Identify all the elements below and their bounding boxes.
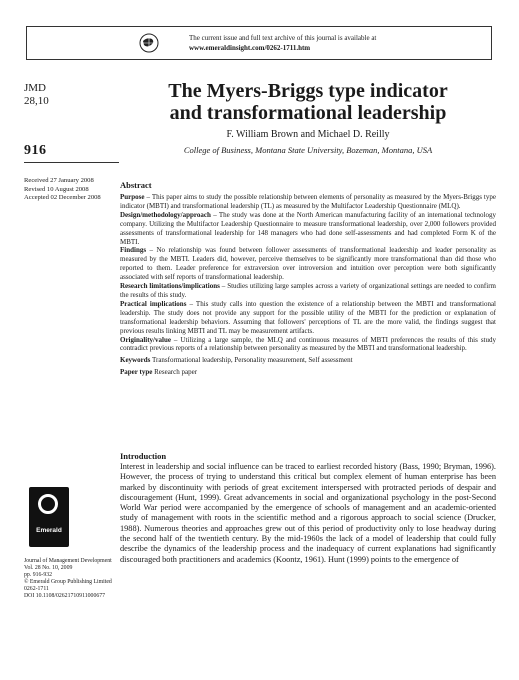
originality-label: Originality/value xyxy=(120,335,171,344)
title-line-2: and transformational leadership xyxy=(169,102,447,124)
article-title xyxy=(120,80,496,124)
header-box xyxy=(26,26,492,60)
limitations-label: Research limitations/implications xyxy=(120,282,220,291)
papertype-label: Paper type xyxy=(120,368,153,377)
copyright: © Emerald Group Publishing Limited xyxy=(24,579,112,585)
page-number: 916 xyxy=(24,143,47,158)
affiliation: College of Business, Montana State University, Bozeman, Montana, USA xyxy=(183,145,433,155)
design-text: – The study was done at the North American manufacturing facility of an international technology company. Utilizing the Multifactor Leadership Questionnaire to measure transformational leadership, over 2,000 followers provided assessments of transformational leadership for 148 managers who had done self-assessments and had completed Form K of the MBTI. xyxy=(120,210,496,246)
received-date: Received 27 January 2008 xyxy=(24,177,94,184)
emerald-globe-icon xyxy=(139,33,159,53)
doi: DOI 10.1108/02621710911000677 xyxy=(24,593,106,599)
emerald-logo xyxy=(29,487,69,547)
purpose-text: – This paper aims to study the possible relationship between elements of personality as measured by the Myers-Briggs type indicator (MBTI) and transformational leadership (TL) as measured by the Multifactor Leadership Questionnaire (MLQ). xyxy=(120,193,496,210)
revised-date: Revised 10 August 2008 xyxy=(24,185,89,193)
originality-text: – Utilizing a large sample, the MLQ and continuous measures of MBTI preferences the results of this study contradict previous reports of a relationship between personality as measured by the MBTI and transformational leadership. xyxy=(120,335,496,353)
keywords-text: Transformational leadership, Personality measurement, Self assessment xyxy=(150,356,353,365)
abstract-heading: Abstract xyxy=(120,180,152,190)
authors: F. William Brown and Michael D. Reilly xyxy=(226,129,390,140)
introduction-paragraph: Interest in leadership and social influence can be traced to earliest recorded history (Bass, 1990; Bryman, 1996). However, the process of trying to understand this critical but complex element of human enterprise has been marked by discontinuity with periods of great excitement interspersed with protracted periods of despair and discouragement (Hunt, 1999). Great advancements in social and organizational psychology in the post-Second World War period were accompanied by the emergence of schools of management and an academic-oriented study of management with roots in the scientific method and a rigorous approach to social science (Drucker, 1988). Numerous theories and approaches grew out of this period of productivity only to lose headway during the second half of the twentieth century. By the mid-1960s the lack of a model of leadership that could fully describe the dynamics of the leadership process and the inadequacy of current explanations had significantly discouraged both practitioners and academics (Koontz, 1961). Hunt (1999) points to the emergence of xyxy=(120,462,496,564)
emerald-logo-text: Emerald xyxy=(36,527,62,534)
header-text xyxy=(189,33,376,53)
purpose-label: Purpose xyxy=(120,193,145,201)
introduction-heading: Introduction xyxy=(120,451,167,461)
header-url[interactable]: www.emeraldinsight.com/0262-1711.htm xyxy=(189,44,311,52)
introduction-body xyxy=(120,462,496,565)
abstract-design xyxy=(120,211,496,247)
emerald-ring-icon xyxy=(38,494,58,514)
abstract-keywords xyxy=(120,356,496,365)
practical-text: – This study calls into question the existence of a relationship between the MBTI and transformational leadership. The study does not provide any support for the possible utility of the MBTI for the prediction or explanation of transformational leadership behaviors. Assuming that followers' perceptions of TL are the more valid, the findings suggest that previous results linking MBTI and TL may be measurement artifacts. xyxy=(120,299,496,335)
journal-volume-block xyxy=(24,82,124,108)
issn: 0262-1711 xyxy=(24,586,49,592)
keywords-label: Keywords xyxy=(120,356,151,365)
journal-issue: Vol. 28 No. 10, 2009 xyxy=(24,565,73,571)
title-line-1: The Myers-Briggs type indicator xyxy=(168,80,448,102)
abstract-body xyxy=(120,193,496,377)
journal-info xyxy=(24,558,120,600)
practical-label: Practical implications xyxy=(120,299,187,308)
abstract-practical xyxy=(120,300,496,336)
journal-pages: pp. 916-932 xyxy=(24,572,53,578)
design-label: Design/methodology/approach xyxy=(120,210,211,219)
header-archive-note: The current issue and full text archive of this journal is available at xyxy=(189,34,377,42)
papertype-text: Research paper xyxy=(152,368,198,377)
journal-name: Journal of Management Development xyxy=(24,558,112,564)
abstract-originality xyxy=(120,336,496,354)
margin-divider xyxy=(24,162,119,163)
findings-label: Findings xyxy=(120,246,147,255)
abstract-findings xyxy=(120,246,496,282)
abstract-limitations xyxy=(120,282,496,300)
findings-text: – No relationship was found between follower assessments of transformational leadership and leader personality as measured by the MBTI. Leaders did, however, perceive themselves to be significantly more transformational than did those who reported to them. Leader preference for extraversion over introversion and intuition over perception were both significantly associated with self reports of transformational leadership. xyxy=(120,246,496,282)
abstract-purpose xyxy=(120,193,496,211)
submission-dates xyxy=(24,177,124,203)
limitations-text: – Studies utilizing large samples across a variety of organizational settings are needed to confirm the results of this study. xyxy=(120,282,496,299)
journal-abbrev: JMD xyxy=(24,82,47,94)
accepted-date: Accepted 02 December 2008 xyxy=(24,194,101,201)
abstract-papertype xyxy=(120,368,496,377)
journal-volume: 28,10 xyxy=(24,95,49,107)
